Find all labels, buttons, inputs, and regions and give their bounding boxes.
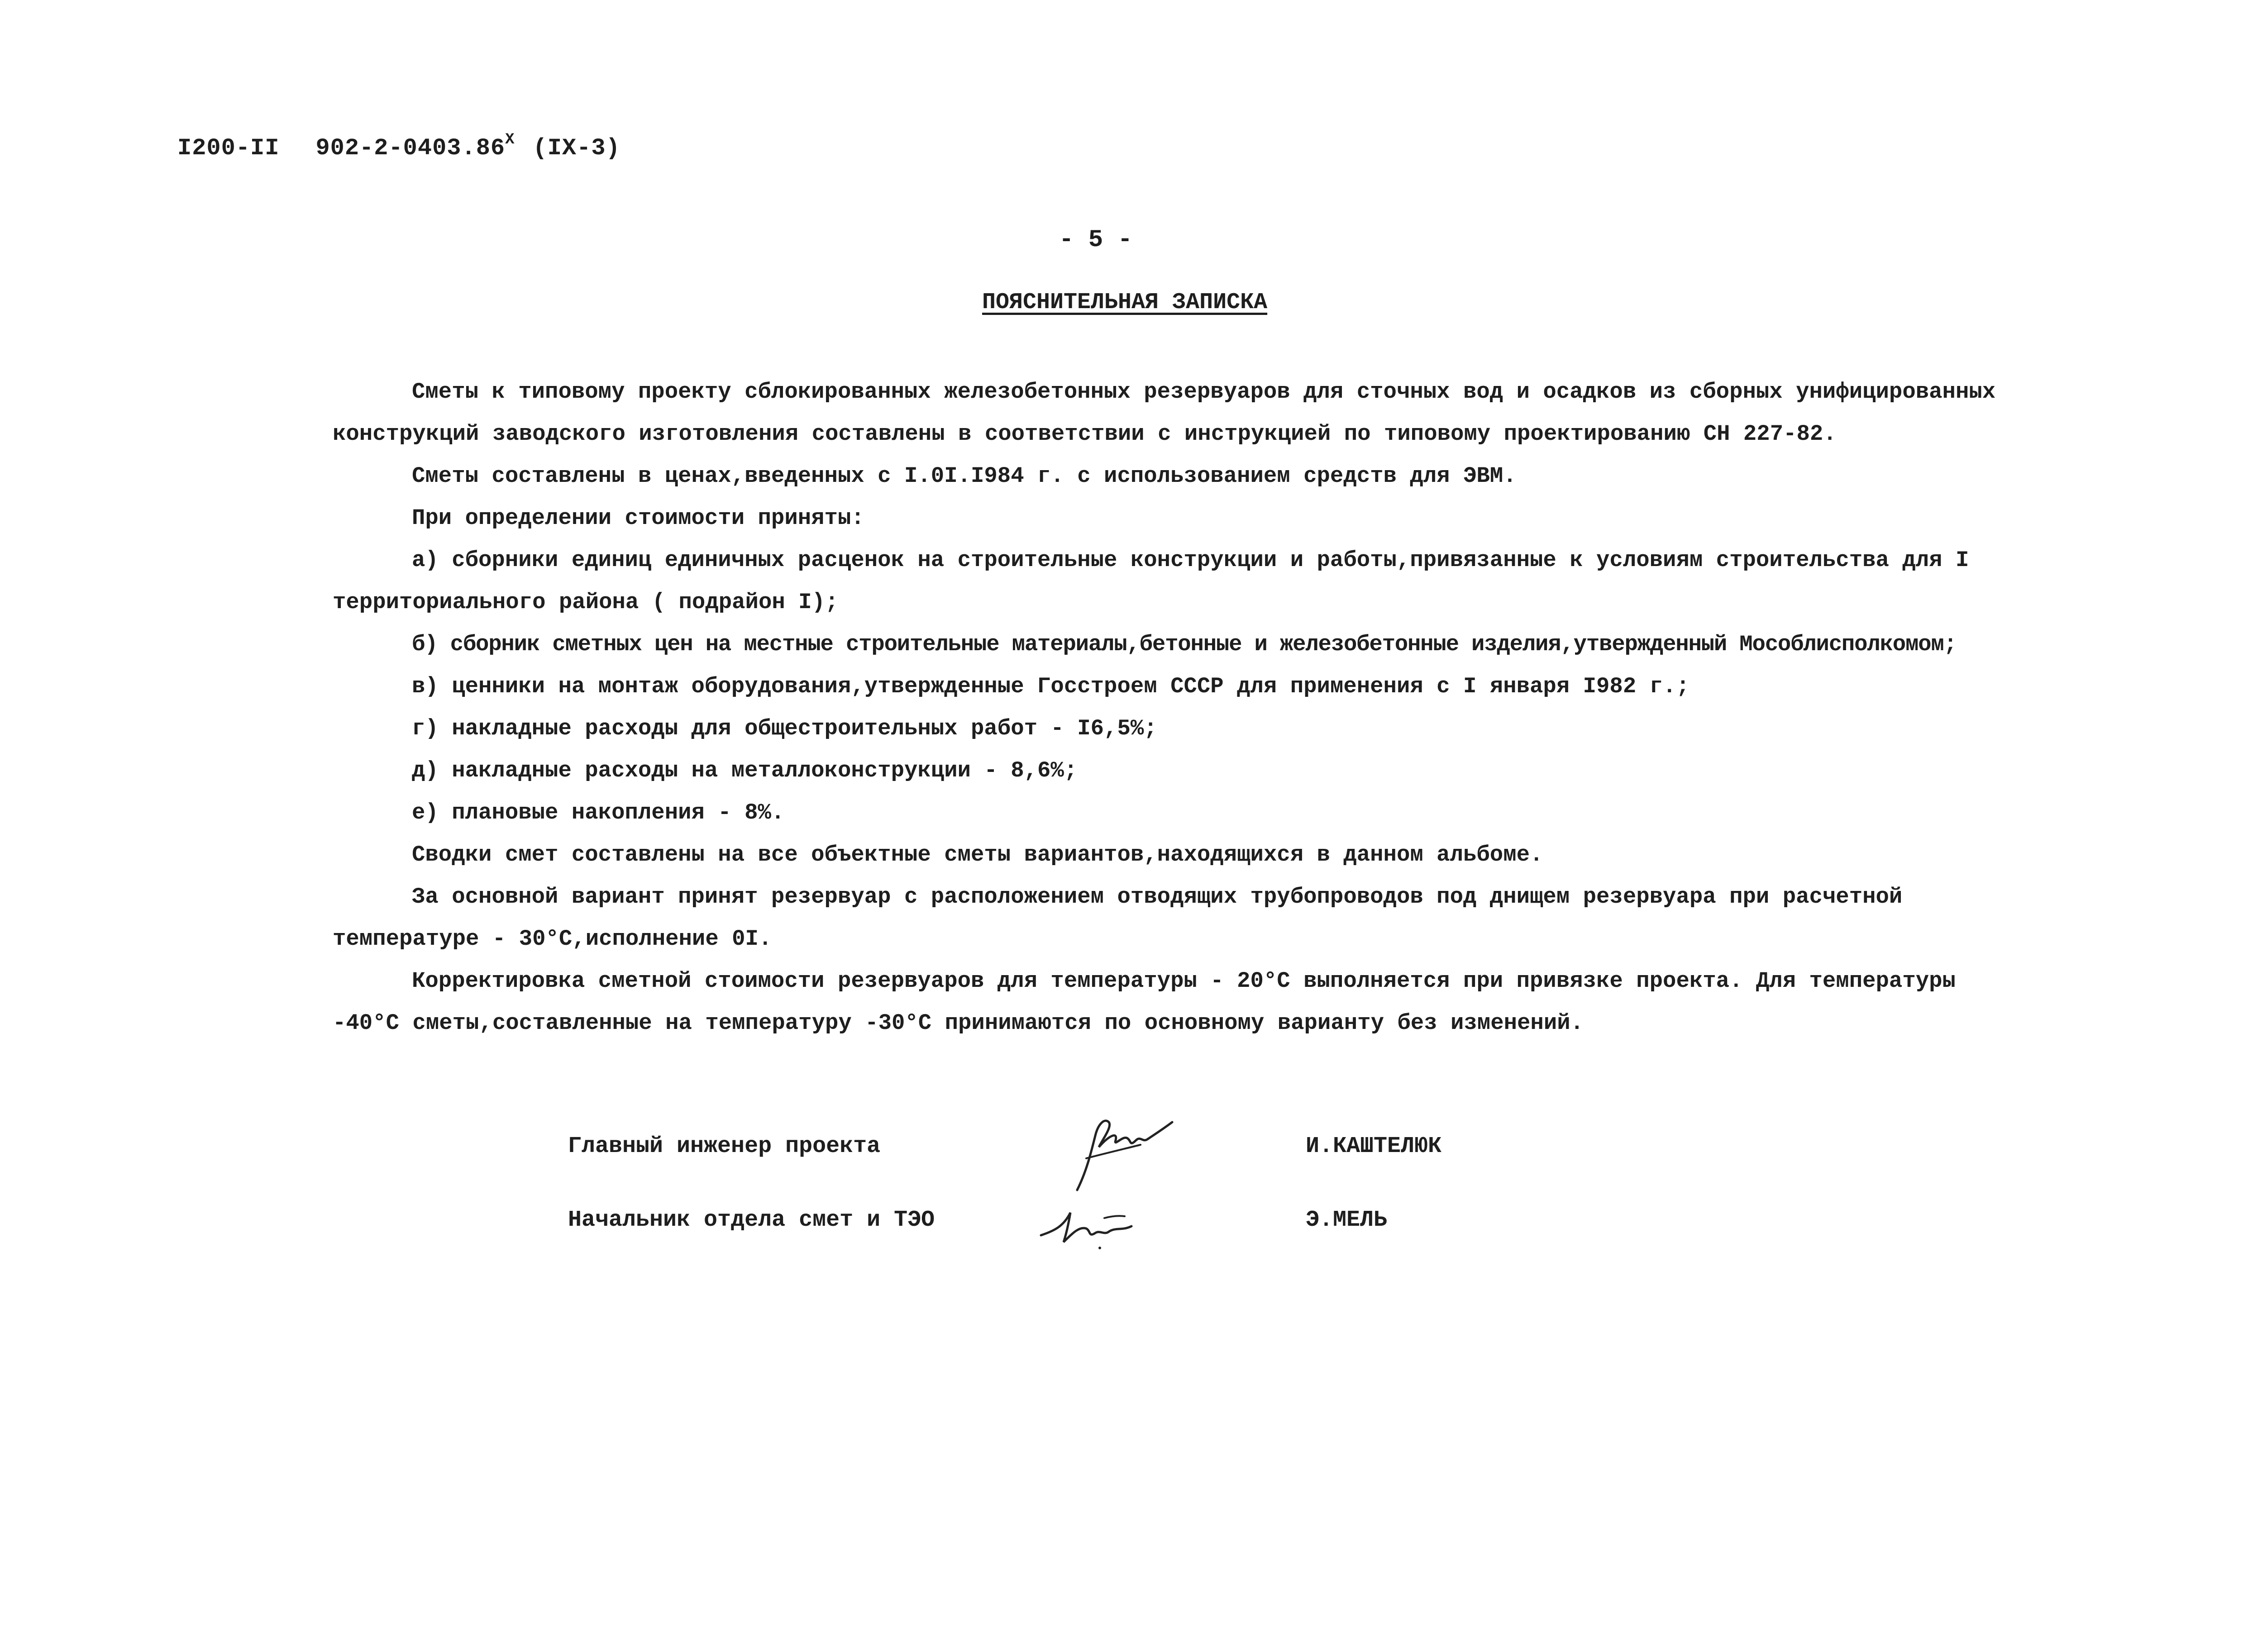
list-item: в) ценники на монтаж оборудования,утвержденные Госстроем СССР для применения с I января I982 г.; [412,674,1690,699]
paragraph: Сметы к типовому проекту сблокированных железобетонных резервуаров для сточных вод и осадков из сборных унифицированных конструкций заводского изготовления составлены в соответствии с инструкцией по типовому проектированию СН 227-82. [333,379,1996,447]
paragraph: Сметы составлены в ценах,введенных с I.0I.I984 г. с использованием средств для ЭВМ. [412,463,1517,489]
page-number: - 5 - [1059,226,1133,254]
document-body [333,371,2016,1044]
signature-name-chief-engineer: И.КАШТЕЛЮК [1306,1133,1442,1159]
header-series-sup: X [505,131,515,148]
list-item: г) накладные расходы для общестроительных работ - I6,5%; [412,716,1157,741]
handwritten-signature-department-head [1036,1195,1154,1253]
paragraph: При определении стоимости приняты: [412,505,864,531]
signature-name-department-head: Э.МЕЛЬ [1306,1207,1388,1233]
signature-role-department-head: Начальник отдела смет и ТЭО [568,1207,935,1233]
signature-role-chief-engineer: Главный инженер проекта [568,1133,881,1159]
paragraph: За основной вариант принят резервуар с расположением отводящих трубопроводов под днищем резервуара при расчетной температуре - 30°С,исполнение 0I. [333,884,1903,952]
header-code: I200-II [177,135,280,162]
list-item: б) сборник сметных цен на местные строительные материалы,бетонные и железобетонные изделия,утвержденный Мособлисполкомом; [412,632,1957,657]
paragraph: Сводки смет составлены на все объектные сметы вариантов,находящихся в данном альбоме. [412,842,1543,867]
document-title: ПОЯСНИТЕЛЬНАЯ ЗАПИСКА [982,290,1268,315]
list-item: д) накладные расходы на металлоконструкции - 8,6%; [412,758,1078,783]
list-item: а) сборники единиц единичных расценок на строительные конструкции и работы,привязанные к условиям строительства для I территориального района ( подрайон I); [333,547,1969,615]
handwritten-signature-chief-engineer [1059,1104,1195,1199]
header-sheet: (IX-3) [533,135,620,162]
document-header-code [177,131,620,162]
list-item: е) плановые накопления - 8%. [412,800,785,825]
header-series: $902-2-0403.86^X$ [315,131,515,162]
paragraph: Корректировка сметной стоимости резервуаров для температуры - 20°С выполняется при привязке проекта. Для температуры -40°С сметы,составленные на температуру -30°С принимаются по основному варианту без изменений. [333,968,1956,1036]
